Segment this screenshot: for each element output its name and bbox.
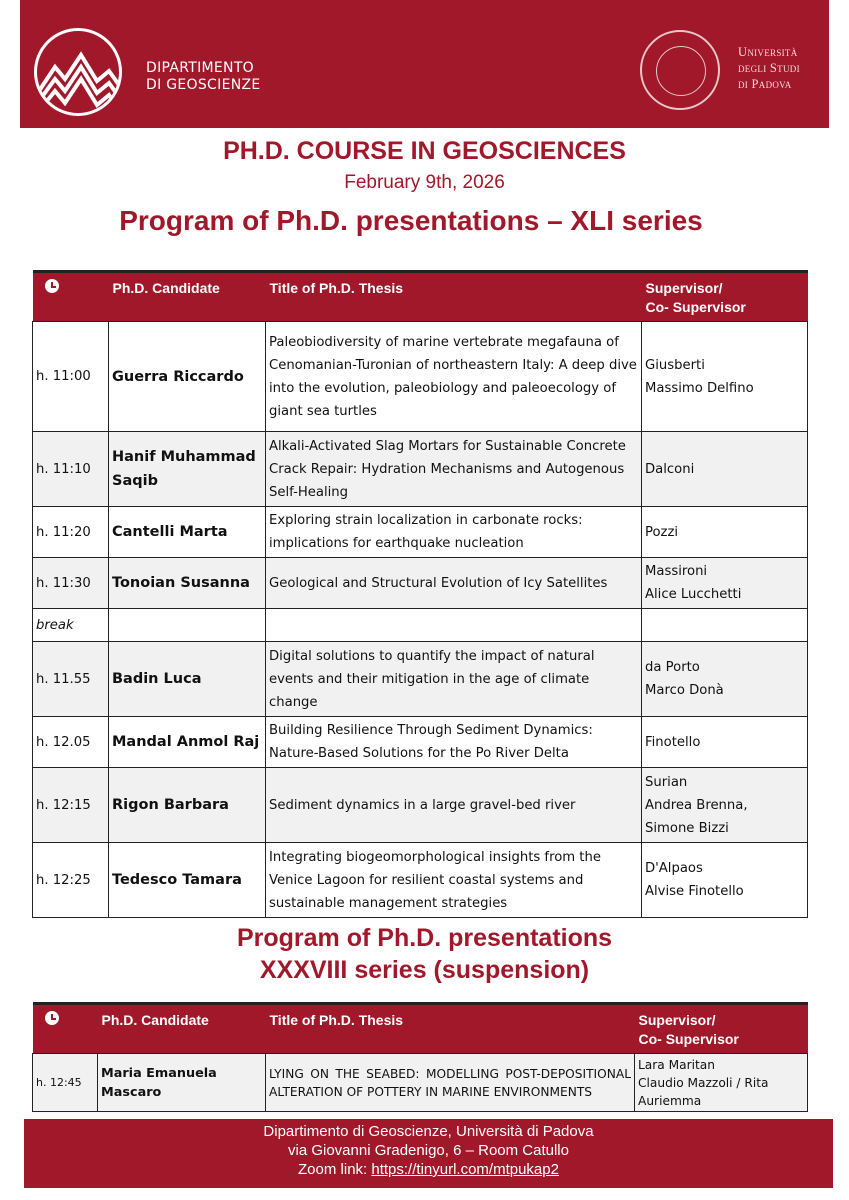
supervisor-cell: Dalconi: [642, 432, 808, 507]
thesis-cell: Building Resilience Through Sediment Dynamics: Nature-Based Solutions for the Po River Delta: [266, 717, 642, 768]
event-date: February 9th, 2026: [344, 172, 505, 193]
candidate-cell: Tedesco Tamara: [109, 843, 266, 918]
footer-banner: [24, 1119, 833, 1188]
thesis-cell: Integrating biogeomorphological insights from the Venice Lagoon for resilient coastal systems and sustainable management strategies: [266, 843, 642, 918]
time-cell: h. 11.55: [33, 642, 109, 717]
table-row: [33, 432, 808, 507]
time-cell: h. 12:25: [33, 843, 109, 918]
supervisor-cell: Finotello: [642, 717, 808, 768]
time-cell: h. 11:30: [33, 558, 109, 609]
program-title: Program of Ph.D. presentations – XLI series: [119, 205, 703, 236]
header-banner: [20, 0, 829, 128]
candidate-cell: Maria Emanuela Mascaro: [98, 1054, 266, 1112]
table-header-row: [33, 1004, 808, 1054]
supervisor-cell: Giusberti Massimo Delfino: [642, 322, 808, 432]
time-cell: h. 12.05: [33, 717, 109, 768]
supervisor-cell: Massironi Alice Lucchetti: [642, 558, 808, 609]
table-row: [33, 717, 808, 768]
time-column-header: [33, 272, 109, 322]
candidate-cell: Rigon Barbara: [109, 768, 266, 843]
zoom-link[interactable]: https://tinyurl.com/mtpukap2: [371, 1161, 559, 1178]
thesis-cell: Digital solutions to quantify the impact of natural events and their mitigation in the age of climate change: [266, 642, 642, 717]
course-title: PH.D. COURSE IN GEOSCIENCES: [223, 137, 626, 165]
break-row: [33, 609, 808, 642]
footer-address-line2: via Giovanni Gradenigo, 6 – Room Catullo: [288, 1142, 569, 1159]
candidate-cell: Hanif Muhammad Saqib: [109, 432, 266, 507]
supervisor-cell: Surian Andrea Brenna, Simone Bizzi: [642, 768, 808, 843]
candidate-cell: Badin Luca: [109, 642, 266, 717]
suspension-program-title: Program of Ph.D. presentations XXXVIII series (suspension): [236, 924, 613, 984]
time-cell: h. 12:15: [33, 768, 109, 843]
time-cell: h. 12:45: [33, 1054, 98, 1112]
time-cell: h. 11:00: [33, 322, 109, 432]
table-row: [33, 558, 808, 609]
candidate-cell: Tonoian Susanna: [109, 558, 266, 609]
geoscience-logo: [34, 28, 122, 116]
table-row: [33, 642, 808, 717]
footer-address-line1: Dipartimento di Geoscienze, Università di Padova: [263, 1123, 594, 1140]
thesis-cell: Alkali-Activated Slag Mortars for Sustainable Concrete Crack Repair: Hydration Mechanisms and Autogenous Self-Healing: [266, 432, 642, 507]
thesis-cell: LYING ON THE SEABED: MODELLING POST-DEPOSITIONAL ALTERATION OF POTTERY IN MARINE ENVIRONMENTS: [266, 1054, 635, 1112]
suspension-table: [32, 1002, 808, 1112]
zoom-line: Zoom link: https://tinyurl.com/mtpukap2: [298, 1161, 559, 1178]
presentations-table: [32, 270, 808, 918]
clock-icon: [45, 279, 59, 293]
table-row: [33, 1054, 808, 1112]
department-name: DIPARTIMENTO DI GEOSCIENZE: [146, 60, 261, 93]
candidate-column-header: Ph.D. Candidate: [109, 272, 266, 322]
supervisor-cell: Lara Maritan Claudio Mazzoli / Rita Auriemma: [635, 1054, 808, 1112]
thesis-cell: Sediment dynamics in a large gravel-bed river: [266, 768, 642, 843]
supervisor-column-header: Supervisor/ Co- Supervisor: [635, 1004, 808, 1054]
table-row: [33, 507, 808, 558]
supervisor-cell: Pozzi: [642, 507, 808, 558]
break-cell: break: [33, 609, 109, 642]
thesis-column-header: Title of Ph.D. Thesis: [266, 1004, 635, 1054]
supervisor-column-header: Supervisor/ Co- Supervisor: [642, 272, 808, 322]
university-name: Università degli Studi di Padova: [738, 45, 800, 91]
time-column-header: [33, 1004, 98, 1054]
thesis-column-header: Title of Ph.D. Thesis: [266, 272, 642, 322]
candidate-cell: Guerra Riccardo: [109, 322, 266, 432]
time-cell: h. 11:10: [33, 432, 109, 507]
thesis-cell: Paleobiodiversity of marine vertebrate megafauna of Cenomanian-Turonian of northeastern Italy: A deep dive into the evolution, paleobiology and paleoecology of giant sea turtles: [266, 322, 642, 432]
table-header-row: [33, 272, 808, 322]
candidate-cell: Mandal Anmol Raj: [109, 717, 266, 768]
thesis-cell: Exploring strain localization in carbonate rocks: implications for earthquake nucleation: [266, 507, 642, 558]
candidate-column-header: Ph.D. Candidate: [98, 1004, 266, 1054]
table-row: [33, 843, 808, 918]
candidate-cell: Cantelli Marta: [109, 507, 266, 558]
supervisor-cell: da Porto Marco Donà: [642, 642, 808, 717]
time-cell: h. 11:20: [33, 507, 109, 558]
table-row: [33, 322, 808, 432]
supervisor-cell: D'Alpaos Alvise Finotello: [642, 843, 808, 918]
thesis-cell: Geological and Structural Evolution of Icy Satellites: [266, 558, 642, 609]
clock-icon: [45, 1011, 59, 1025]
university-seal: [640, 30, 720, 110]
table-row: [33, 768, 808, 843]
